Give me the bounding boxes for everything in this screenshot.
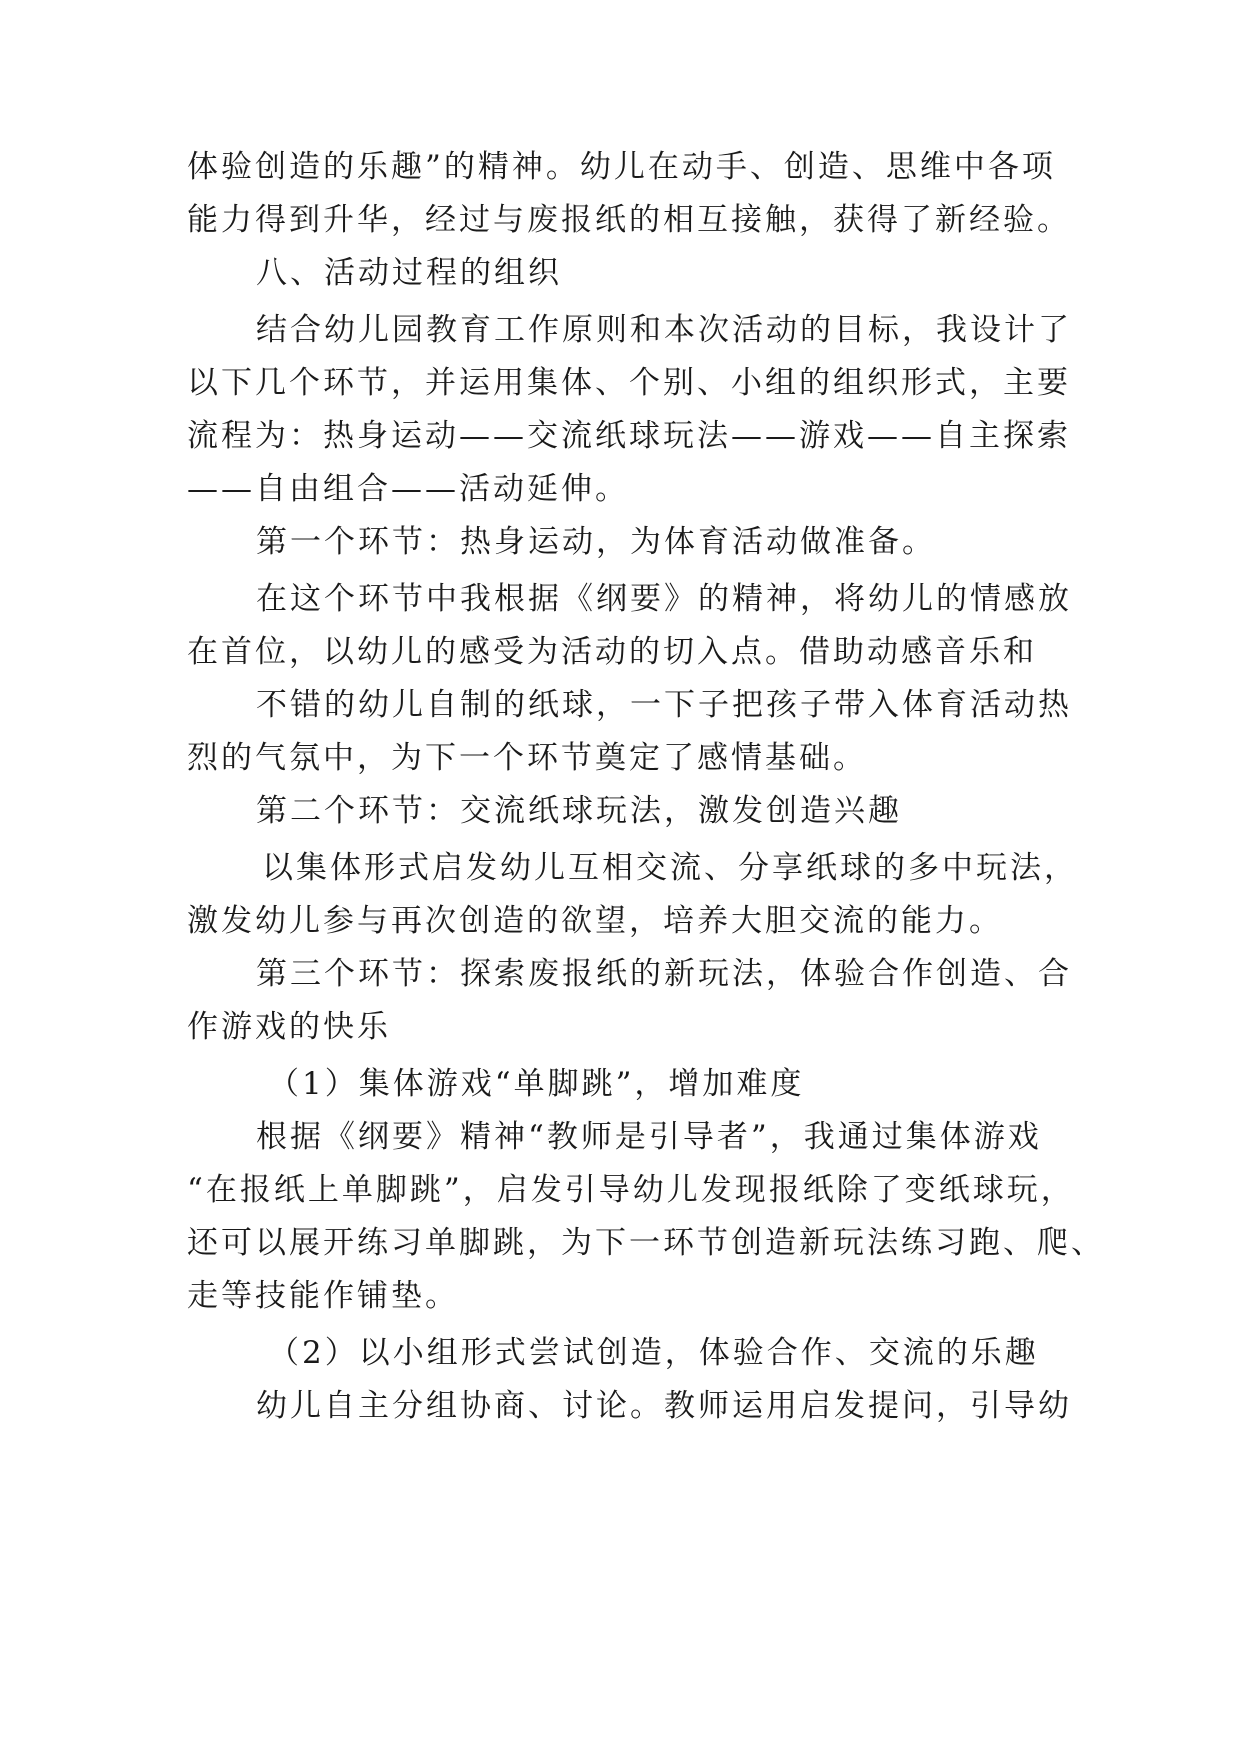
list-item-heading: （2）以小组形式尝试创造，体验合作、交流的乐趣 [268, 1335, 1039, 1371]
paragraph-line: 不错的幼儿自制的纸球，一下子把孩子带入体育活动热 [256, 687, 1072, 723]
list-item-heading: （1）集体游戏“单脚跳”，增加难度 [268, 1066, 805, 1102]
paragraph-line: 以集体形式启发幼儿互相交流、分享纸球的多中玩法， [262, 850, 1078, 886]
paragraph-line: 体验创造的乐趣”的精神。幼儿在动手、创造、思维中各项 [187, 149, 1056, 185]
paragraph-line: 流程为：热身运动——交流纸球玩法——游戏——自主探索 [187, 418, 1071, 454]
paragraph-line: 走等技能作铺垫。 [187, 1278, 459, 1314]
subsection-heading: 第三个环节：探索废报纸的新玩法，体验合作创造、合 [256, 956, 1072, 992]
paragraph-line: 结合幼儿园教育工作原则和本次活动的目标，我设计了 [256, 312, 1072, 348]
paragraph-line: 根据《纲要》精神“教师是引导者”，我通过集体游戏 [256, 1119, 1042, 1155]
paragraph-line: “在报纸上单脚跳”，启发引导幼儿发现报纸除了变纸球玩， [187, 1172, 1075, 1208]
paragraph-line: 能力得到升华，经过与废报纸的相互接触，获得了新经验。 [187, 202, 1071, 238]
paragraph-line: 还可以展开练习单脚跳，为下一环节创造新玩法练习跑、爬、 [187, 1225, 1105, 1261]
subsection-heading: 第一个环节：热身运动，为体育活动做准备。 [256, 524, 936, 560]
paragraph-line: 在这个环节中我根据《纲要》的精神，将幼儿的情感放 [256, 581, 1072, 617]
paragraph-line: 幼儿自主分组协商、讨论。教师运用启发提问，引导幼 [256, 1388, 1072, 1424]
paragraph-line: ——自由组合——活动延伸。 [187, 471, 629, 507]
section-heading: 八、活动过程的组织 [256, 255, 562, 291]
subsection-heading: 第二个环节：交流纸球玩法，激发创造兴趣 [256, 793, 902, 829]
paragraph-line: 以下几个环节，并运用集体、个别、小组的组织形式，主要 [187, 365, 1071, 401]
subsection-heading-continued: 作游戏的快乐 [187, 1009, 391, 1045]
paragraph-line: 激发幼儿参与再次创造的欲望，培养大胆交流的能力。 [187, 903, 1003, 939]
paragraph-line: 烈的气氛中，为下一个环节奠定了感情基础。 [187, 740, 867, 776]
paragraph-line: 在首位，以幼儿的感受为活动的切入点。借助动感音乐和 [187, 634, 1037, 670]
